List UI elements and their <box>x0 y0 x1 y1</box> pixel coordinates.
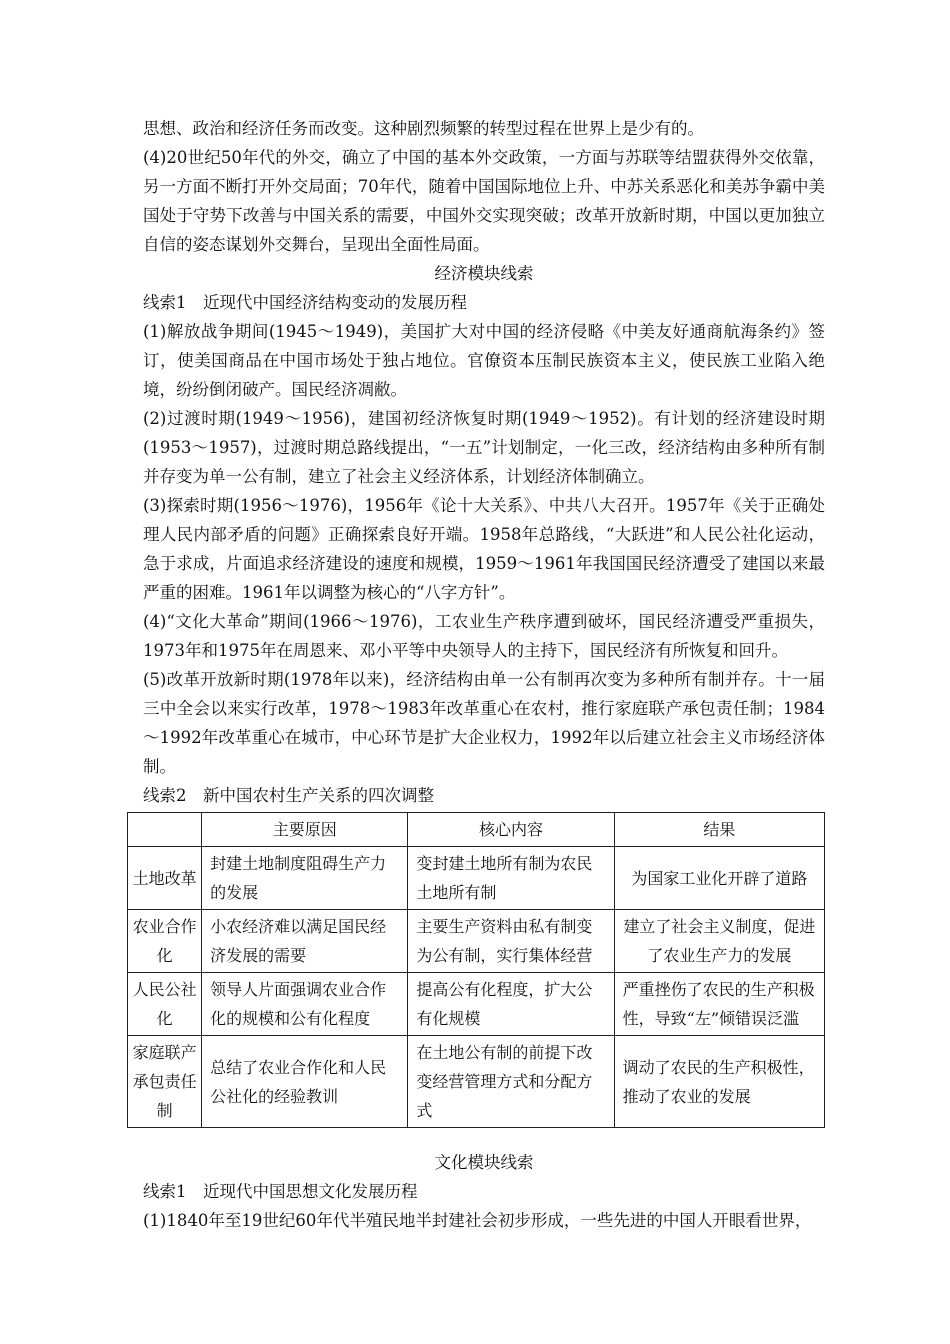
table-cell-stage: 家庭联产承包责任制 <box>128 1036 202 1128</box>
section-title-culture: 文化模块线索 <box>434 1153 534 1172</box>
clue-item: (3)探索时期(1956～1976)，1956年《论十大关系》、中共八大召开。1957年《关于正确处理人民内部矛盾的问题》正确探索良好开端。1958年总路线，“大跃进”和人民公社化运动，急于求成，片面追求经济建设的速度和规模，1959～1961年我国国民经济遭受了建国以来最严重的困难。1961年以调整为核心的“八字方针”。 <box>143 496 825 602</box>
paragraph: (4)20世纪50年代的外交，确立了中国的基本外交政策，一方面与苏联等结盟获得外交依靠，另一方面不断打开外交局面；70年代，随着中国国际地位上升、中苏关系恶化和美苏争霸中美国处于守势下改善与中国关系的需要，中国外交实现突破；改革开放新时期，中国以更加独立自信的姿态谋划外交舞台，呈现出全面性局面。 <box>143 148 825 254</box>
clue-heading: 线索2 新中国农村生产关系的四次调整 <box>143 786 434 805</box>
table-cell-stage: 农业合作化 <box>128 910 202 973</box>
table-header-cell: 结果 <box>614 813 824 847</box>
table-cell: 变封建土地所有制为农民土地所有制 <box>408 847 614 910</box>
table-cell-stage: 土地改革 <box>128 847 202 910</box>
clue-heading: 线索1 近现代中国思想文化发展历程 <box>143 1182 418 1201</box>
table-row <box>128 1036 825 1128</box>
table-cell: 主要生产资料由私有制变为公有制，实行集体经营 <box>408 910 614 973</box>
table-header-cell <box>128 813 202 847</box>
table-cell: 封建土地制度阻碍生产力的发展 <box>202 847 408 910</box>
clue-item: (5)改革开放新时期(1978年以来)，经济结构由单一公有制再次变为多种所有制并存。十一届三中全会以来实行改革，1978～1983年改革重心在农村，推行家庭联产承包责任制；1984～1992年改革重心在城市，中心环节是扩大企业权力，1992年以后建立社会主义市场经济体制。 <box>143 670 825 776</box>
table-row <box>128 973 825 1036</box>
clue-item: (2)过渡时期(1949～1956)，建国初经济恢复时期(1949～1952)。有计划的经济建设时期(1953～1957)，过渡时期总路线提出，“一五”计划制定，一化三改，经济结构由多种所有制并存变为单一公有制，建立了社会主义经济体系，计划经济体制确立。 <box>143 409 825 486</box>
table-cell: 小农经济难以满足国民经济发展的需要 <box>202 910 408 973</box>
table-row <box>128 910 825 973</box>
table-cell: 在土地公有制的前提下改变经营管理方式和分配方式 <box>408 1036 614 1128</box>
table-row <box>128 847 825 910</box>
table-cell: 调动了农民的生产积极性，推动了农业的发展 <box>614 1036 824 1128</box>
clue-item: (1)1840年至19世纪60年代半殖民地半封建社会初步形成，一些先进的中国人开眼看世界， <box>143 1211 812 1230</box>
table-cell: 总结了农业合作化和人民公社化的经验教训 <box>202 1036 408 1128</box>
spacer <box>143 1128 825 1148</box>
clue-item: (1)解放战争期间(1945～1949)，美国扩大对中国的经济侵略《中美友好通商航海条约》签订，使美国商品在中国市场处于独占地位。官僚资本压制民族资本主义，使民族工业陷入绝境，纷纷倒闭破产。国民经济凋敝。 <box>143 322 825 399</box>
rural-relations-table <box>127 812 825 1128</box>
paragraph: 思想、政治和经济任务而改变。这种剧烈频繁的转型过程在世界上是少有的。 <box>143 119 704 138</box>
table-header-row <box>128 813 825 847</box>
section-title-economy: 经济模块线索 <box>434 264 534 283</box>
table-cell: 建立了社会主义制度，促进了农业生产力的发展 <box>614 910 824 973</box>
table-cell: 提高公有化程度，扩大公有化规模 <box>408 973 614 1036</box>
table-cell: 严重挫伤了农民的生产积极性，导致“左”倾错误泛滥 <box>614 973 824 1036</box>
clue-heading: 线索1 近现代中国经济结构变动的发展历程 <box>143 293 467 312</box>
table-cell: 为国家工业化开辟了道路 <box>614 847 824 910</box>
document-page <box>132 114 825 1235</box>
table-header-cell: 核心内容 <box>408 813 614 847</box>
clue-item: (4)“文化大革命”期间(1966～1976)，工农业生产秩序遭到破坏，国民经济遭受严重损失，1973年和1975年在周恩来、邓小平等中央领导人的主持下，国民经济有所恢复和回升。 <box>143 612 825 660</box>
table-cell: 领导人片面强调农业合作化的规模和公有化程度 <box>202 973 408 1036</box>
table-cell-stage: 人民公社化 <box>128 973 202 1036</box>
table-header-cell: 主要原因 <box>202 813 408 847</box>
